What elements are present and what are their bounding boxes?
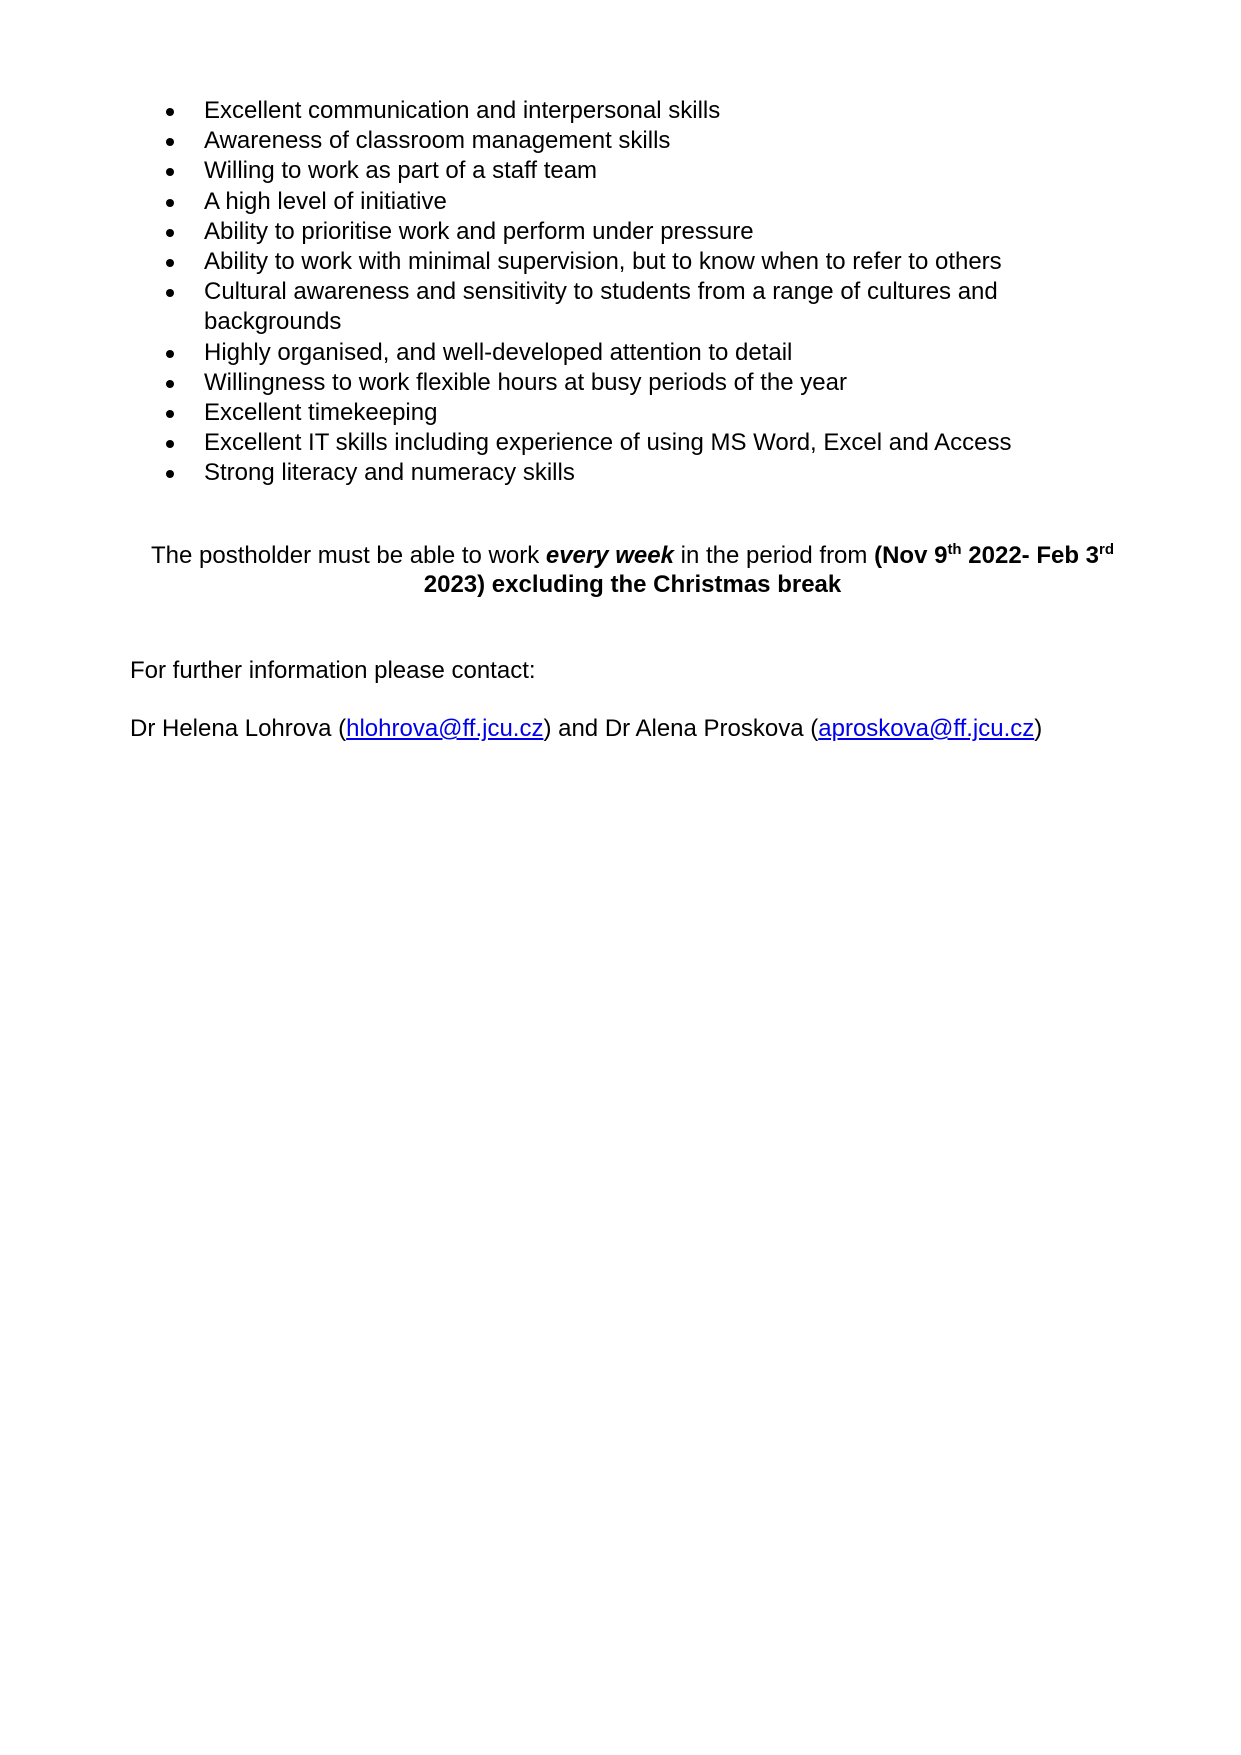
bullet-icon — [166, 108, 174, 116]
list-item-text: Willing to work as part of a staff team — [204, 157, 598, 185]
bullet-icon — [166, 410, 174, 418]
bullet-icon — [166, 470, 174, 478]
email-link-lohrova[interactable]: hlohrova@ff.jcu.cz — [346, 715, 544, 742]
bullet-icon — [166, 229, 174, 237]
list-item-text: Strong literacy and numeracy skills — [204, 459, 575, 487]
period-start-suffix: th — [947, 541, 962, 558]
list-item — [130, 96, 1090, 126]
list-item — [130, 126, 1090, 156]
list-item — [130, 368, 1090, 398]
period-start: (Nov 9 — [874, 542, 948, 569]
bullet-icon — [166, 350, 174, 358]
bullet-icon — [166, 199, 174, 207]
email-link-proskova[interactable]: aproskova@ff.jcu.cz — [818, 715, 1035, 742]
availability-statement — [125, 541, 1140, 599]
bullet-icon — [166, 168, 174, 176]
list-item-text: Awareness of classroom management skills — [204, 127, 671, 155]
list-item — [130, 156, 1090, 186]
list-item — [130, 428, 1090, 458]
availability-intro: The postholder must be able to work — [150, 542, 546, 569]
availability-emphasis: every week — [545, 542, 674, 569]
list-item — [130, 247, 1090, 277]
contact-person1: Dr Helena Lohrova ( — [130, 715, 347, 742]
list-item — [130, 458, 1090, 488]
list-item-text: Excellent timekeeping — [204, 399, 438, 427]
bullet-icon — [166, 259, 174, 267]
list-item-text: Cultural awareness and sensitivity to students from a range of cultures and backgrounds — [204, 278, 998, 336]
period-end: 2023) excluding the Christmas break — [423, 571, 842, 598]
bullet-icon — [166, 138, 174, 146]
list-item-text: Excellent communication and interpersonal skills — [204, 97, 721, 124]
list-item — [130, 277, 1090, 337]
list-item-text: A high level of initiative — [204, 187, 447, 215]
bullet-icon — [166, 440, 174, 448]
list-item — [130, 338, 1090, 368]
contact-joiner: ) and Dr Alena Proskova ( — [543, 715, 819, 742]
period-end-suffix: rd — [1099, 541, 1115, 558]
period-middle: 2022- Feb 3 — [961, 542, 1100, 569]
list-item — [130, 187, 1090, 217]
bullet-icon — [166, 380, 174, 388]
list-item — [130, 398, 1090, 428]
contact-line — [130, 714, 1042, 744]
list-item-text: Ability to prioritise work and perform under pressure — [204, 217, 754, 245]
availability-middle: in the period from — [673, 542, 875, 569]
contact-closing: ) — [1034, 715, 1043, 742]
list-item-text: Ability to work with minimal supervision, but to know when to refer to others — [204, 248, 1002, 276]
skills-list — [130, 96, 1090, 489]
bullet-icon — [166, 289, 174, 297]
list-item-text: Highly organised, and well-developed attention to detail — [204, 338, 793, 366]
list-item-text: Willingness to work flexible hours at busy periods of the year — [204, 368, 847, 396]
contact-intro: For further information please contact: — [130, 657, 536, 684]
list-item — [130, 217, 1090, 247]
list-item-text: Excellent IT skills including experience of using MS Word, Excel and Access — [204, 429, 1012, 457]
